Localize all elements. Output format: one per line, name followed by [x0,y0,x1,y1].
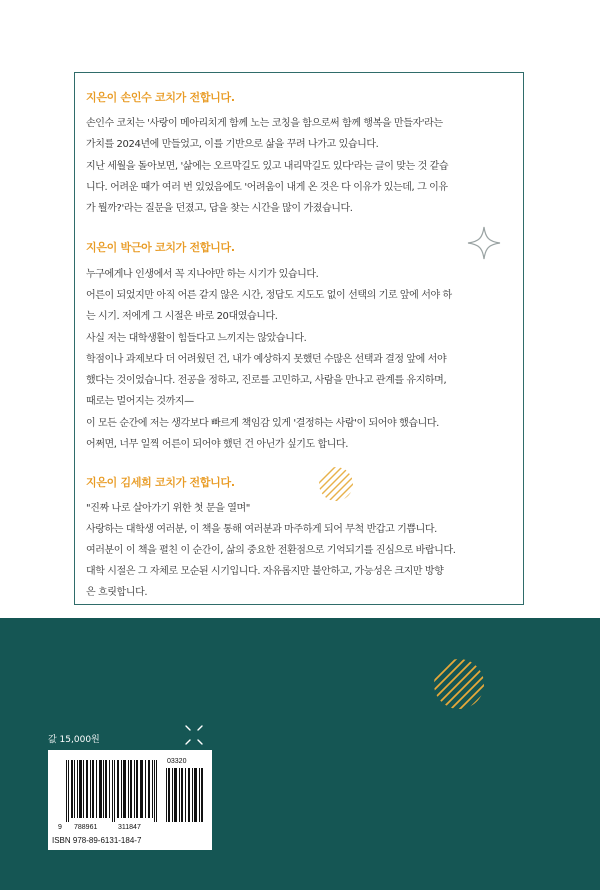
barcode-addon-number: 03320 [167,758,187,765]
body-line: 어쩌면, 너무 일찍 어른이 되어야 했던 건 아닌가 싶기도 합니다. [86,439,349,450]
sparkle-icon [466,225,502,261]
body-line: 누구에게나 인생에서 꼭 지나야만 하는 시기가 있습니다. [86,269,319,280]
isbn-barcode [48,750,212,850]
barcode-left-digits: 788961 [74,824,98,831]
hatch-circle-icon [318,466,354,502]
body-line: 여러분이 이 책을 펼친 이 순간이, 삶의 중요한 전환점으로 기억되기를 진심으로 바랍니다. [86,545,456,556]
isbn-number: ISBN 978-89-6131-184-7 [52,836,142,845]
body-line: 이 모든 순간에 저는 생각보다 빠르게 책임감 있게 '결정하는 사람'이 되어야 했습니다. [86,418,439,429]
body-line: 때로는 멀어지는 것까지— [86,396,194,407]
body-line: 는 시기. 저에게 그 시절은 바로 20대였습니다. [86,311,278,322]
body-line: 했다는 것이었습니다. 전공을 정하고, 진로를 고민하고, 사람을 만나고 관계를 유지하며, [86,375,447,386]
section-heading-park: 지은이 박근아 코치가 전합니다. [86,241,235,254]
barcode-right-digits: 311847 [118,824,141,831]
section-heading-son: 지은이 손인수 코치가 전합니다. [86,91,235,104]
body-line: 사실 저는 대학생활이 힘들다고 느끼지는 않았습니다. [86,333,307,344]
price-label: 값 15,000원 [48,735,100,745]
section-heading-kim: 지은이 김세희 코치가 전합니다. [86,476,235,489]
body-line: 사랑하는 대학생 여러분, 이 책을 통해 여러분과 마주하게 되어 무척 반갑고 기쁩니다. [86,524,437,535]
barcode-lead-digit: 9 [58,824,62,831]
body-line: 가 뭘까?'라는 질문을 던졌고, 답을 찾는 시간을 많이 가졌습니다. [86,203,353,214]
burst-icon [181,722,207,748]
body-line: 니다. 어려운 때가 여러 번 있었음에도 '어려움이 내게 온 것은 다 이유가 있는데, 그 이유 [86,182,448,193]
body-line: 지난 세월을 돌아보면, '삶에는 오르막길도 있고 내리막길도 있다'라는 글이 맞는 것 같습 [86,161,449,172]
body-line: 대학 시절은 그 자체로 모순된 시기입니다. 자유롭지만 불안하고, 가능성은 크지만 방향 [86,566,444,577]
body-line: 어른이 되었지만 아직 어른 같지 않은 시간, 정답도 지도도 없이 선택의 기로 앞에 서야 하 [86,290,452,301]
body-line: "진짜 나로 살아가기 위한 첫 문을 열며" [86,503,250,514]
barcode-bars [66,760,206,822]
hatch-circle-icon [433,658,485,710]
body-line: 손인수 코치는 '사랑이 메아리치게 함께 노는 코칭을 함으로써 함께 행복을 만들자'라는 [86,118,443,129]
body-line: 은 흐릿합니다. [86,587,148,598]
body-line: 학점이나 과제보다 더 어려웠던 건, 내가 예상하지 못했던 수많은 선택과 결정 앞에 서야 [86,354,447,365]
body-line: 가치를 2024년에 만들었고, 이를 기반으로 삶을 꾸려 나가고 있습니다. [86,139,379,150]
